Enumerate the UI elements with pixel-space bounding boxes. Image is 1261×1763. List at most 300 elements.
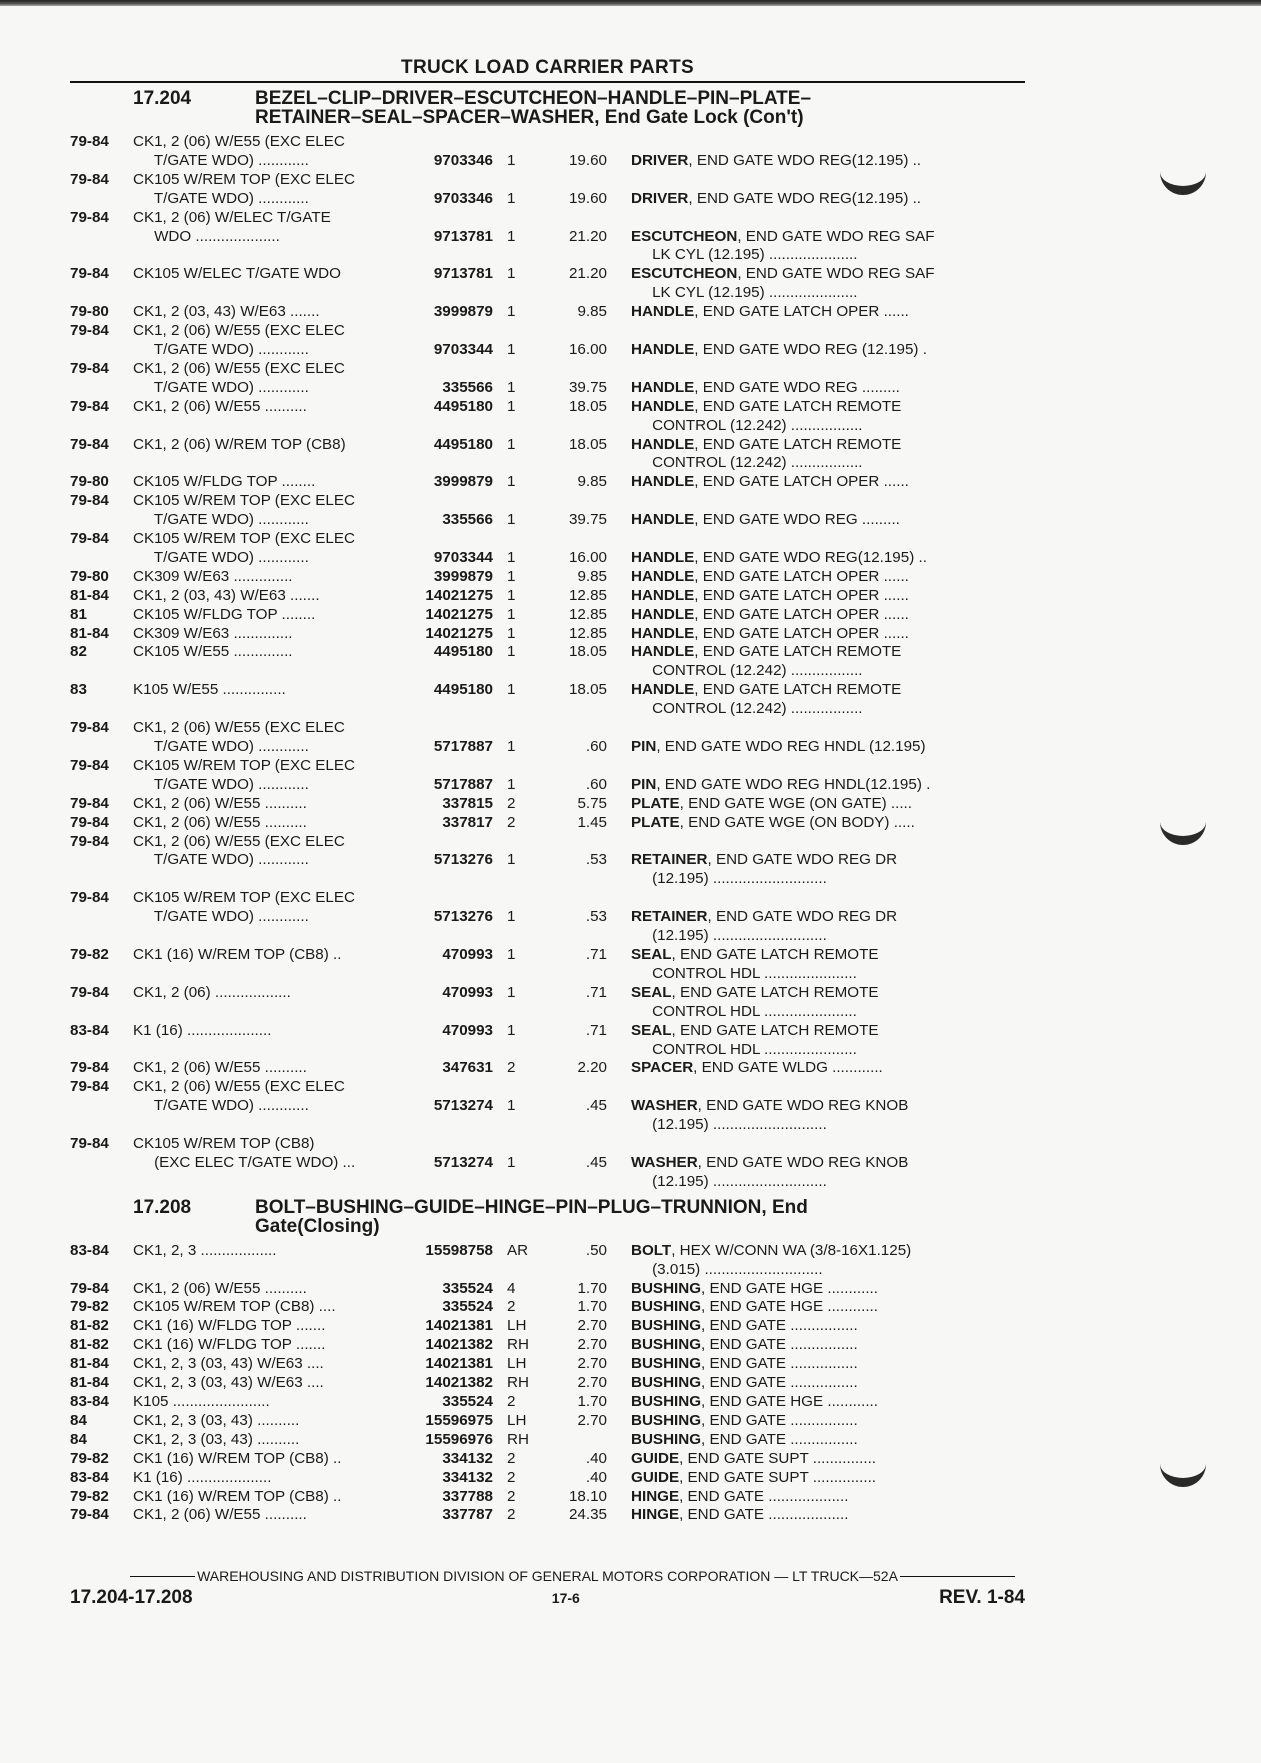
part-number-cell [403, 133, 493, 152]
description-cell: CONTROL (12.242) ................. [631, 700, 863, 718]
part-number-cell [403, 889, 493, 908]
price-cell [537, 454, 607, 473]
price-cell [537, 965, 607, 984]
price-cell: 1.70 [577, 1393, 607, 1410]
parts-row [70, 1450, 1025, 1469]
parts-row [70, 1261, 1025, 1280]
parts-row [70, 643, 1025, 662]
price-cell: .40 [585, 1449, 607, 1467]
description-cell: HANDLE, END GATE LATCH OPER ...... [631, 473, 909, 491]
quantity-cell [493, 965, 537, 984]
part-number-cell [403, 530, 493, 549]
part-number-cell: 3999879 [433, 567, 493, 585]
price-cell: 18.05 [568, 397, 607, 415]
part-number-cell: 5713276 [433, 908, 493, 926]
model-cell: CK1, 2 (06) W/E55 (EXC ELEC [133, 832, 345, 850]
model-cell [133, 927, 403, 946]
year-cell [70, 228, 133, 247]
price-cell [537, 492, 607, 511]
section-title [255, 89, 1025, 127]
part-number-cell: 5713274 [433, 1153, 493, 1171]
price-cell [537, 719, 607, 738]
model-cell: T/GATE WDO) ............ [133, 151, 309, 169]
parts-row [70, 265, 1025, 284]
price-cell [537, 171, 607, 190]
year-cell: 79-84 [70, 359, 109, 377]
price-cell: 19.60 [568, 189, 607, 207]
part-number-cell: 337787 [442, 1506, 493, 1524]
part-number-cell: 9713781 [433, 227, 493, 245]
description-cell: HANDLE, END GATE LATCH REMOTE [631, 681, 902, 699]
year-cell [70, 1041, 133, 1060]
parts-row [70, 681, 1025, 700]
description-keyword: HANDLE [631, 643, 695, 661]
quantity-cell: 2 [507, 1468, 516, 1486]
part-number-cell [403, 927, 493, 946]
parts-row [70, 1003, 1025, 1022]
price-cell: 21.20 [568, 265, 607, 283]
part-number-cell [403, 1135, 493, 1154]
quantity-cell: LH [507, 1411, 527, 1429]
description-keyword: HANDLE [631, 473, 695, 491]
parts-row [70, 530, 1025, 549]
part-number-cell: 335524 [442, 1298, 493, 1316]
model-cell [133, 246, 403, 265]
year-cell: 79-84 [70, 208, 109, 226]
parts-row [70, 889, 1025, 908]
year-cell: 83-84 [70, 1468, 109, 1486]
scan-top-edge [0, 0, 1261, 6]
year-cell [70, 662, 133, 681]
model-cell: CK1, 2, 3 (03, 43) .......... [133, 1430, 300, 1448]
description-cell: CONTROL HDL ...................... [631, 964, 857, 982]
model-cell [133, 662, 403, 681]
part-number-cell: 15596976 [425, 1430, 493, 1448]
year-cell: 79-84 [70, 530, 109, 548]
model-cell: K1 (16) .................... [133, 1021, 272, 1039]
part-number-cell: 5713276 [433, 851, 493, 869]
parts-row [70, 417, 1025, 436]
model-cell: CK105 W/REM TOP (EXC ELEC [133, 530, 355, 548]
quantity-cell [493, 1003, 537, 1022]
parts-row [70, 341, 1025, 360]
quantity-cell: 1 [507, 473, 516, 491]
year-cell [70, 379, 133, 398]
model-cell: CK1, 2 (06) W/E55 .......... [133, 1506, 307, 1524]
part-number-cell: 14021275 [425, 586, 493, 604]
price-cell [537, 1173, 607, 1192]
part-number-cell: 5717887 [433, 738, 493, 755]
parts-row [70, 625, 1025, 644]
description-cell: GUIDE, END GATE SUPT ............... [631, 1449, 877, 1467]
year-cell: 83-84 [70, 1393, 109, 1410]
part-number-cell: 470993 [442, 945, 493, 963]
year-cell: 79-84 [70, 492, 109, 510]
year-cell: 83 [70, 681, 87, 699]
year-cell: 79-84 [70, 794, 109, 812]
parts-row [70, 1393, 1025, 1412]
parts-row [70, 228, 1025, 247]
description-cell: PIN, END GATE WDO REG HNDL (12.195) [631, 738, 926, 755]
year-cell: 79-84 [70, 397, 109, 415]
year-cell: 81-84 [70, 1355, 109, 1373]
quantity-cell [493, 171, 537, 190]
year-cell: 79-84 [70, 719, 109, 737]
model-cell: CK1, 2, 3 (03, 43) W/E63 .... [133, 1355, 324, 1373]
part-number-cell [403, 833, 493, 852]
footer-division: WAREHOUSING AND DISTRIBUTION DIVISION OF GENERAL MOTORS CORPORATION — LT TRUCK—52A [197, 1568, 898, 1584]
year-cell: 82 [70, 643, 87, 661]
price-cell [537, 833, 607, 852]
parts-list [70, 1242, 1025, 1526]
quantity-cell [493, 284, 537, 303]
price-cell: .71 [585, 945, 607, 963]
quantity-cell: 1 [507, 945, 516, 963]
description-keyword: PIN [631, 738, 657, 755]
model-cell: CK1 (16) W/FLDG TOP ....... [133, 1336, 326, 1354]
quantity-cell [493, 1135, 537, 1154]
model-cell: CK105 W/REM TOP (CB8) .... [133, 1298, 336, 1316]
description-cell: HANDLE, END GATE LATCH OPER ...... [631, 605, 909, 623]
year-cell: 79-84 [70, 170, 109, 188]
parts-row [70, 757, 1025, 776]
description-keyword: BOLT [631, 1241, 672, 1259]
description-keyword: SEAL [631, 1021, 672, 1039]
section-title-line: Gate(Closing) [255, 1215, 380, 1237]
quantity-cell: 1 [507, 397, 516, 415]
description-keyword: HANDLE [631, 605, 695, 623]
model-cell: CK1, 2 (06) W/E55 .......... [133, 397, 307, 415]
model-cell: T/GATE WDO) ............ [133, 1097, 309, 1115]
quantity-cell: 1 [507, 775, 516, 793]
description-keyword: HANDLE [631, 567, 695, 585]
year-cell: 84 [70, 1411, 87, 1429]
parts-row [70, 492, 1025, 511]
description-cell: DRIVER, END GATE WDO REG(12.195) .. [631, 189, 922, 207]
year-cell [70, 1154, 133, 1173]
description-cell [607, 171, 1025, 190]
price-cell [537, 1078, 607, 1097]
parts-row [70, 833, 1025, 852]
year-cell: 79-84 [70, 1059, 109, 1077]
year-cell [70, 776, 133, 795]
part-number-cell: 335566 [442, 511, 493, 529]
model-cell: CK105 W/FLDG TOP ........ [133, 473, 316, 491]
description-cell: WASHER, END GATE WDO REG KNOB [631, 1097, 909, 1115]
year-cell: 79-82 [70, 1449, 109, 1467]
model-cell: CK1, 2 (06) W/E55 (EXC ELEC [133, 322, 345, 340]
part-number-cell [403, 171, 493, 190]
parts-row [70, 1059, 1025, 1078]
year-cell [70, 1173, 133, 1192]
parts-row [70, 1154, 1025, 1173]
part-number-cell [403, 1003, 493, 1022]
parts-row [70, 1488, 1025, 1507]
price-cell [537, 1261, 607, 1280]
part-number-cell [403, 1173, 493, 1192]
model-cell [133, 965, 403, 984]
quantity-cell: 1 [507, 908, 516, 926]
year-cell [70, 1116, 133, 1135]
part-number-cell [403, 360, 493, 379]
model-cell: CK1, 2 (06) W/E55 .......... [133, 1059, 307, 1077]
part-number-cell: 335524 [442, 1393, 493, 1410]
price-cell: 39.75 [568, 378, 607, 396]
description-keyword: PLATE [631, 794, 680, 812]
description-cell: (3.015) ............................ [631, 1260, 823, 1278]
parts-row [70, 776, 1025, 795]
description-cell: BUSHING, END GATE HGE ............ [631, 1393, 878, 1410]
quantity-cell: 1 [507, 1097, 516, 1115]
parts-row [70, 738, 1025, 757]
price-cell [537, 246, 607, 265]
description-cell: CONTROL HDL ...................... [631, 1040, 857, 1058]
quantity-cell: 2 [507, 1506, 516, 1524]
description-cell: HANDLE, END GATE LATCH REMOTE [631, 397, 902, 415]
model-cell: CK1, 2 (06) W/E55 .......... [133, 813, 307, 831]
parts-row [70, 511, 1025, 530]
parts-row [70, 870, 1025, 889]
price-cell: 21.20 [568, 227, 607, 245]
parts-row [70, 719, 1025, 738]
part-number-cell: 9703346 [433, 189, 493, 207]
part-number-cell: 14021382 [425, 1336, 493, 1354]
parts-row [70, 1242, 1025, 1261]
price-cell [537, 927, 607, 946]
year-cell: 84 [70, 1430, 87, 1448]
model-cell: K105 W/E55 ............... [133, 681, 286, 699]
parts-row [70, 1173, 1025, 1192]
year-cell: 79-84 [70, 133, 109, 150]
parts-row [70, 1412, 1025, 1431]
year-cell: 79-84 [70, 322, 109, 340]
price-cell: 2.70 [577, 1374, 607, 1392]
model-cell: CK1, 2 (06) W/E55 .......... [133, 794, 307, 812]
description-cell: BUSHING, END GATE HGE ............ [631, 1279, 878, 1297]
description-keyword: HANDLE [631, 378, 695, 396]
model-cell: (EXC ELEC T/GATE WDO) ... [133, 1153, 356, 1171]
description-cell [607, 360, 1025, 379]
price-cell: .71 [585, 983, 607, 1001]
price-cell: 1.70 [577, 1298, 607, 1316]
year-cell: 79-82 [70, 945, 109, 963]
quantity-cell [493, 1261, 537, 1280]
quantity-cell [493, 1041, 537, 1060]
binder-hole [1160, 808, 1206, 845]
quantity-cell [493, 530, 537, 549]
year-cell: 79-84 [70, 889, 109, 907]
quantity-cell: 1 [507, 511, 516, 529]
price-cell: .53 [585, 851, 607, 869]
part-number-cell [403, 719, 493, 738]
quantity-cell: 1 [507, 567, 516, 585]
part-number-cell [403, 492, 493, 511]
quantity-cell [493, 322, 537, 341]
description-cell: HANDLE, END GATE LATCH REMOTE [631, 643, 902, 661]
year-cell [70, 511, 133, 530]
description-cell [607, 833, 1025, 852]
year-cell: 79-82 [70, 1298, 109, 1316]
description-cell: HANDLE, END GATE WDO REG ......... [631, 511, 900, 529]
parts-row [70, 246, 1025, 265]
description-cell: BUSHING, END GATE ................ [631, 1411, 858, 1429]
parts-row [70, 927, 1025, 946]
section-number: 17.208 [133, 1196, 192, 1218]
quantity-cell [493, 492, 537, 511]
description-keyword: WASHER [631, 1153, 698, 1171]
price-cell: 9.85 [577, 303, 607, 321]
part-number-cell: 4495180 [433, 643, 493, 661]
quantity-cell [493, 1078, 537, 1097]
footer-section-range: 17.204-17.208 [70, 1587, 193, 1608]
price-cell: .60 [585, 738, 607, 755]
quantity-cell: 1 [507, 151, 516, 169]
part-number-cell [403, 1261, 493, 1280]
parts-row [70, 1022, 1025, 1041]
model-cell: CK1, 2 (06) W/E55 (EXC ELEC [133, 359, 345, 377]
model-cell: CK105 W/REM TOP (EXC ELEC [133, 756, 355, 774]
model-cell: CK105 W/REM TOP (EXC ELEC [133, 492, 355, 510]
description-cell: HANDLE, END GATE LATCH OPER ...... [631, 624, 909, 642]
part-number-cell [403, 284, 493, 303]
model-cell: CK1, 2 (06) W/E55 (EXC ELEC [133, 1078, 345, 1096]
year-cell [70, 1261, 133, 1280]
description-cell: CONTROL (12.242) ................. [631, 416, 863, 434]
price-cell: 18.05 [568, 643, 607, 661]
part-number-cell [403, 757, 493, 776]
price-cell: 18.10 [568, 1487, 607, 1505]
price-cell [537, 1431, 607, 1450]
part-number-cell: 335566 [442, 378, 493, 396]
price-cell: 19.60 [568, 151, 607, 169]
price-cell: 2.70 [577, 1317, 607, 1335]
description-cell: HANDLE, END GATE WDO REG (12.195) . [631, 340, 927, 358]
quantity-cell: 2 [507, 1487, 516, 1505]
description-cell: BUSHING, END GATE ................ [631, 1374, 858, 1392]
model-cell: CK105 W/REM TOP (CB8) [133, 1135, 315, 1153]
parts-row [70, 549, 1025, 568]
model-cell [133, 417, 403, 436]
description-cell: BUSHING, END GATE ................ [631, 1317, 858, 1335]
description-keyword: BUSHING [631, 1393, 702, 1410]
price-cell: 9.85 [577, 473, 607, 491]
year-cell [70, 927, 133, 946]
year-cell [70, 965, 133, 984]
price-cell: .50 [585, 1241, 607, 1259]
section-title [255, 1198, 1025, 1236]
quantity-cell: 1 [507, 303, 516, 321]
year-cell [70, 246, 133, 265]
description-cell: (12.195) ........................... [631, 1116, 827, 1134]
year-cell [70, 454, 133, 473]
price-cell [537, 662, 607, 681]
year-cell [70, 152, 133, 171]
quantity-cell: 1 [507, 227, 516, 245]
year-cell: 81-84 [70, 624, 109, 642]
parts-row [70, 1097, 1025, 1116]
sections [70, 89, 1025, 1525]
description-keyword: HANDLE [631, 340, 695, 358]
year-cell: 79-84 [70, 983, 109, 1001]
parts-row [70, 1469, 1025, 1488]
quantity-cell [493, 1173, 537, 1192]
quantity-cell [493, 454, 537, 473]
price-cell [537, 1003, 607, 1022]
price-cell: 12.85 [568, 586, 607, 604]
part-number-cell [403, 1041, 493, 1060]
quantity-cell [493, 700, 537, 719]
description-cell: ESCUTCHEON, END GATE WDO REG SAF [631, 227, 935, 245]
page-header: TRUCK LOAD CARRIER PARTS [401, 57, 694, 78]
part-number-cell: 15596975 [425, 1411, 493, 1429]
quantity-cell: 1 [507, 738, 516, 755]
model-cell: CK105 W/REM TOP (EXC ELEC [133, 889, 355, 907]
model-cell [133, 1116, 403, 1135]
part-number-cell [403, 700, 493, 719]
part-number-cell: 15598758 [425, 1241, 493, 1259]
quantity-cell: 2 [507, 1298, 516, 1316]
model-cell: CK1, 2 (06) W/ELEC T/GATE [133, 208, 331, 226]
description-cell: (12.195) ........................... [631, 1172, 827, 1190]
quantity-cell: LH [507, 1355, 527, 1373]
description-keyword: PIN [631, 775, 657, 793]
description-cell: SPACER, END GATE WLDG ............ [631, 1059, 883, 1077]
price-cell [537, 209, 607, 228]
price-cell: 18.05 [568, 435, 607, 453]
model-cell [133, 870, 403, 889]
year-cell [70, 851, 133, 870]
description-cell: HANDLE, END GATE LATCH OPER ...... [631, 567, 909, 585]
section-heading [70, 1198, 1025, 1236]
price-cell [537, 1135, 607, 1154]
description-cell: SEAL, END GATE LATCH REMOTE [631, 945, 879, 963]
description-keyword: BUSHING [631, 1355, 702, 1373]
part-number-cell [403, 662, 493, 681]
description-keyword: BUSHING [631, 1336, 702, 1354]
model-cell: CK105 W/E55 .............. [133, 643, 293, 661]
parts-row [70, 946, 1025, 965]
year-cell: 79-80 [70, 303, 109, 321]
quantity-cell: 1 [507, 1153, 516, 1171]
year-cell: 79-84 [70, 435, 109, 453]
year-cell: 83-84 [70, 1021, 109, 1039]
price-cell [537, 360, 607, 379]
price-cell [537, 417, 607, 436]
price-cell: 12.85 [568, 624, 607, 642]
part-number-cell: 4495180 [433, 681, 493, 699]
description-keyword: DRIVER [631, 189, 689, 207]
year-cell [70, 549, 133, 568]
description-keyword: HINGE [631, 1506, 680, 1524]
year-cell [70, 1097, 133, 1116]
year-cell [70, 870, 133, 889]
price-cell: 24.35 [568, 1506, 607, 1524]
year-cell: 81 [70, 605, 87, 623]
section-title-line: BEZEL–CLIP–DRIVER–ESCUTCHEON–HANDLE–PIN–PLATE– [255, 88, 812, 109]
price-cell: .71 [585, 1021, 607, 1039]
parts-row [70, 851, 1025, 870]
description-keyword: WASHER [631, 1097, 698, 1115]
part-number-cell: 14021381 [425, 1355, 493, 1373]
footer-page-number: 17-6 [551, 1590, 580, 1606]
quantity-cell: 1 [507, 1021, 516, 1039]
parts-row [70, 133, 1025, 152]
price-cell [537, 700, 607, 719]
year-cell [70, 700, 133, 719]
part-number-cell: 470993 [442, 983, 493, 1001]
year-cell: 81-84 [70, 586, 109, 604]
part-number-cell: 334132 [442, 1449, 493, 1467]
